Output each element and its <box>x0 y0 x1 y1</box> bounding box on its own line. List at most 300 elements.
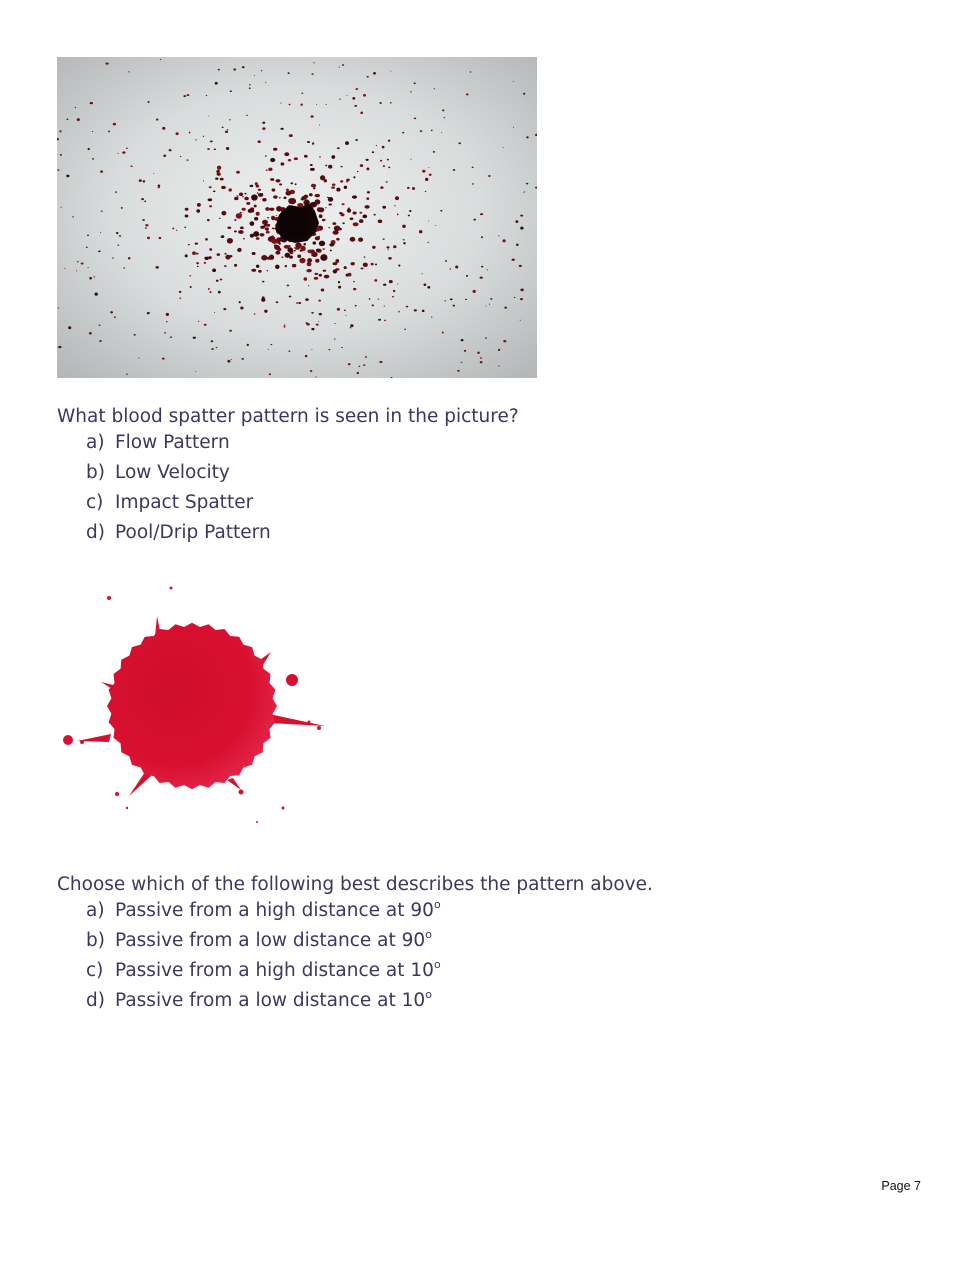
spatter-droplet <box>309 193 313 196</box>
spatter-droplet <box>215 82 218 85</box>
spatter-droplet <box>319 274 322 277</box>
spatter-droplet <box>298 302 301 304</box>
spatter-droplet <box>305 298 308 301</box>
option-letter: a) <box>86 432 105 453</box>
spatter-droplet <box>244 193 246 195</box>
spatter-droplet <box>253 231 259 237</box>
spatter-droplet <box>184 226 186 228</box>
spatter-droplet <box>379 102 381 104</box>
spatter-droplet <box>306 323 309 325</box>
spatter-droplet <box>355 88 358 90</box>
spatter-droplet <box>204 324 207 326</box>
spatter-droplet <box>307 258 312 262</box>
spatter-droplet <box>295 183 297 185</box>
spatter-droplet <box>332 262 337 265</box>
spatter-droplet <box>296 302 298 304</box>
spatter-droplet <box>358 237 363 241</box>
spatter-droplet <box>153 173 154 174</box>
spatter-droplet <box>183 95 186 97</box>
spatter-droplet <box>209 248 212 251</box>
spatter-droplet <box>289 296 292 298</box>
spatter-droplet <box>269 208 274 211</box>
spatter-droplet <box>428 221 429 222</box>
spatter-droplet <box>297 255 301 258</box>
spatter-droplet <box>176 132 179 135</box>
spatter-droplet <box>273 148 277 151</box>
option-text: Pool/Drip Pattern <box>115 522 271 543</box>
spatter-droplet <box>255 182 258 185</box>
spatter-droplet <box>195 243 198 245</box>
spatter-droplet <box>332 184 336 186</box>
spatter-droplet <box>461 339 464 341</box>
spatter-droplet <box>350 217 354 220</box>
spatter-droplet <box>315 194 320 198</box>
spatter-droplet <box>115 191 117 192</box>
spatter-droplet <box>433 151 435 153</box>
spatter-droplet <box>204 262 206 264</box>
page-number: Page 7 <box>881 1179 921 1193</box>
spatter-droplet <box>300 246 306 252</box>
spatter-droplet <box>223 308 226 310</box>
spatter-droplet <box>427 286 430 289</box>
spatter-droplet <box>190 286 192 288</box>
spatter-droplet <box>524 191 525 192</box>
spatter-droplet <box>203 136 204 137</box>
spatter-droplet <box>92 158 94 160</box>
spatter-droplet <box>195 371 196 372</box>
spatter-droplet <box>117 153 118 154</box>
spatter-droplet <box>308 285 309 286</box>
spatter-droplet <box>267 270 268 271</box>
spatter-droplet <box>322 248 325 250</box>
spatter-droplet <box>366 197 369 200</box>
spatter-droplet <box>375 263 377 265</box>
spatter-droplet <box>481 236 483 238</box>
spatter-droplet <box>89 332 92 334</box>
spatter-droplet <box>257 192 259 193</box>
spatter-droplet <box>189 132 191 134</box>
spatter-droplet <box>422 310 425 313</box>
spatter-droplet <box>249 87 251 89</box>
spatter-droplet <box>60 154 62 156</box>
spatter-droplet <box>311 349 312 350</box>
spatter-droplet <box>361 267 364 269</box>
spatter-droplet <box>162 127 165 130</box>
spatter-droplet <box>344 186 348 189</box>
spatter-droplet <box>353 211 357 214</box>
spatter-droplet <box>295 247 298 250</box>
spatter-droplet <box>234 197 239 200</box>
spatter-droplet <box>489 304 490 305</box>
spatter-droplet <box>95 292 98 295</box>
spatter-droplet <box>229 119 230 120</box>
spatter-droplet <box>359 219 363 223</box>
spatter-droplet <box>234 219 236 221</box>
spatter-droplet <box>312 142 314 144</box>
spatter-droplet <box>288 198 296 204</box>
spatter-droplet <box>485 337 487 338</box>
spatter-droplet <box>339 98 340 99</box>
spatter-droplet <box>313 187 315 189</box>
spatter-droplet <box>472 183 474 184</box>
spatter-droplet <box>355 305 357 307</box>
spatter-droplet <box>372 151 374 153</box>
spatter-droplet <box>320 254 327 261</box>
spatter-droplet <box>485 306 486 307</box>
spatter-droplet <box>311 73 313 75</box>
spatter-droplet <box>503 340 506 342</box>
option-text <box>115 990 432 1012</box>
spatter-droplet <box>209 186 212 188</box>
spatter-droplet <box>513 127 514 128</box>
spatter-droplet <box>76 270 77 271</box>
spatter-droplet <box>466 275 468 277</box>
spatter-droplet <box>404 329 406 330</box>
spatter-droplet <box>225 255 230 260</box>
spatter-droplet <box>246 115 247 116</box>
spatter-droplet <box>379 361 382 363</box>
spatter-droplet <box>453 305 455 307</box>
spatter-droplet <box>283 196 286 199</box>
spatter-droplet <box>314 199 320 204</box>
spatter-droplet <box>393 290 395 292</box>
spatter-droplet <box>196 262 199 264</box>
option-text-main: Passive from a low distance at 10 <box>115 990 426 1011</box>
spatter-droplet <box>310 168 315 171</box>
spatter-droplet <box>259 233 264 236</box>
spatter-droplet <box>289 134 293 137</box>
option-q2-d <box>86 990 441 1020</box>
spatter-droplet <box>514 297 516 298</box>
spatter-droplet <box>100 232 101 233</box>
spatter-droplet <box>117 244 119 245</box>
spatter-droplet <box>59 130 61 132</box>
spatter-droplet <box>390 71 391 72</box>
spatter-droplet <box>289 104 291 105</box>
spatter-droplet <box>185 215 189 218</box>
spatter-droplet <box>218 69 220 71</box>
spatter-droplet <box>410 91 411 92</box>
spatter-droplet <box>126 373 128 374</box>
spatter-droplet <box>526 183 528 185</box>
spatter-droplet <box>442 109 444 111</box>
spatter-droplet <box>276 215 277 216</box>
spatter-droplet <box>160 59 161 60</box>
spatter-droplet <box>337 308 340 311</box>
spatter-droplet <box>64 268 65 269</box>
spatter-droplet <box>334 339 336 340</box>
spatter-droplet <box>301 104 303 106</box>
spatter-droplet <box>189 275 191 277</box>
spatter-droplet <box>206 95 208 96</box>
spatter-droplet <box>421 273 422 274</box>
spatter-droplet <box>197 203 201 207</box>
spatter-droplet <box>362 215 367 219</box>
spatter-droplet <box>239 193 243 197</box>
spatter-droplet <box>394 205 396 206</box>
spatter-droplet <box>318 321 319 322</box>
spatter-droplet <box>311 312 314 314</box>
spatter-droplet <box>262 198 267 202</box>
spatter-droplet <box>319 313 322 315</box>
spatter-droplet <box>434 88 435 89</box>
spatter-droplet <box>229 330 232 332</box>
spatter-droplet <box>480 361 483 363</box>
spatter-droplet <box>520 227 523 230</box>
spatter-droplet <box>236 171 240 174</box>
spatter-droplet <box>256 237 260 240</box>
spatter-droplet <box>339 67 340 68</box>
degree-superscript: o <box>433 958 441 971</box>
option-q1-a <box>86 432 271 462</box>
spatter-droplet <box>442 332 444 334</box>
spatter-droplet <box>128 71 129 72</box>
option-q2-b <box>86 930 441 960</box>
spatter-droplet <box>345 315 346 316</box>
spatter-droplet <box>373 214 375 216</box>
spatter-droplet <box>258 193 263 197</box>
spatter-droplet <box>383 238 385 239</box>
spatter-droplet <box>143 180 146 182</box>
spatter-droplet <box>332 222 336 225</box>
spatter-droplet <box>348 363 351 365</box>
spatter-droplet <box>513 81 514 82</box>
spatter-droplet <box>226 147 229 150</box>
spatter-droplet <box>217 173 221 176</box>
option-q1-b <box>86 462 271 492</box>
spatter-droplet <box>329 243 334 246</box>
spatter-droplet <box>425 178 428 181</box>
spatter-droplet <box>159 237 162 239</box>
spatter-droplet <box>422 170 425 173</box>
spatter-droplet <box>278 242 280 244</box>
spatter-droplet <box>334 226 341 232</box>
spatter-droplet <box>397 214 399 216</box>
spatter-droplet <box>498 365 499 366</box>
spatter-droplet <box>284 326 286 328</box>
spatter-droplet <box>307 141 310 143</box>
spatter-droplet <box>342 203 345 205</box>
spatter-droplet <box>147 312 150 314</box>
spatter-droplet <box>384 320 386 322</box>
spatter-droplet <box>197 266 199 267</box>
spatter-droplet <box>252 252 256 255</box>
spatter-droplet <box>339 212 342 214</box>
spatter-droplet <box>402 132 404 134</box>
spatter-droplet <box>409 210 411 212</box>
spatter-droplet <box>376 145 377 146</box>
spatter-droplet <box>403 239 405 240</box>
spatter-droplet <box>163 155 166 157</box>
spatter-droplet <box>147 101 149 103</box>
spatter-droplet <box>429 174 432 176</box>
spatter-droplet <box>402 225 406 228</box>
spatter-droplet <box>58 307 59 308</box>
spatter-droplet <box>237 248 241 252</box>
spatter-droplet <box>209 205 212 207</box>
spatter-droplet <box>225 131 228 133</box>
spatter-droplet <box>243 238 245 240</box>
spatter-droplet <box>287 284 290 286</box>
spatter-droplet <box>236 213 242 219</box>
degree-superscript: o <box>433 898 441 911</box>
spatter-droplet <box>292 264 297 267</box>
spatter-droplet <box>281 162 285 165</box>
spatter-droplet <box>128 257 131 259</box>
spatter-droplet <box>122 151 125 153</box>
spatter-droplet <box>353 222 359 226</box>
spatter-droplet <box>285 191 291 196</box>
spatter-droplet <box>261 298 265 302</box>
spatter-droplet <box>193 337 196 339</box>
spatter-droplet <box>450 268 451 269</box>
spatter-droplet <box>312 252 318 257</box>
spatter-droplet <box>270 158 275 162</box>
spatter-droplet <box>266 224 270 227</box>
spatter-droplet <box>251 209 255 213</box>
passive-drop-photo <box>57 576 327 846</box>
spatter-droplet <box>310 370 313 372</box>
spatter-droplet <box>293 250 295 251</box>
impact-spatter-image <box>57 57 537 378</box>
spatter-droplet <box>481 266 483 268</box>
spatter-droplet <box>216 347 218 348</box>
spatter-droplet <box>328 197 333 202</box>
spatter-droplet <box>210 141 213 143</box>
spatter-droplet <box>141 198 144 200</box>
spatter-droplet <box>116 232 118 234</box>
spatter-droplet <box>258 189 261 191</box>
spatter-droplet <box>265 207 270 211</box>
spatter-droplet <box>251 269 256 272</box>
spatter-droplet <box>119 235 122 237</box>
spatter-droplet <box>247 344 249 346</box>
spatter-droplet <box>227 238 233 244</box>
spatter-droplet <box>520 320 521 321</box>
spatter-droplet <box>435 225 436 226</box>
option-q2-a <box>86 900 441 930</box>
spatter-droplet <box>170 336 172 338</box>
spatter-droplet <box>428 242 429 243</box>
spatter-droplet <box>316 324 318 326</box>
spatter-droplet <box>397 284 398 285</box>
spatter-droplet <box>265 82 266 83</box>
spatter-droplet <box>325 104 326 105</box>
spatter-droplet <box>388 167 390 169</box>
spatter-droplet <box>315 236 320 240</box>
spatter-droplet <box>470 71 472 72</box>
spatter-droplet <box>256 265 259 268</box>
spatter-droplet <box>254 75 255 76</box>
option-text: Impact Spatter <box>115 492 254 513</box>
spatter-droplet <box>355 139 358 141</box>
spatter-droplet <box>145 227 147 228</box>
spatter-droplet <box>314 277 319 280</box>
spatter-droplet <box>270 178 274 181</box>
spatter-droplet <box>455 265 458 268</box>
spatter-droplet <box>142 219 145 221</box>
spatter-droplet <box>214 312 215 313</box>
spatter-droplet <box>498 235 499 236</box>
spatter-droplet <box>288 159 291 161</box>
spatter-droplet <box>288 351 290 352</box>
spatter-droplet <box>205 238 208 240</box>
spatter-droplet <box>303 243 306 246</box>
spatter-droplet <box>350 237 356 242</box>
spatter-droplet <box>380 186 383 188</box>
spatter-droplet <box>214 148 217 150</box>
spatter-droplet <box>388 140 391 142</box>
spatter-droplet <box>60 207 61 208</box>
option-letter: c) <box>86 492 104 513</box>
spatter-droplet <box>105 63 108 65</box>
spatter-droplet <box>229 188 232 191</box>
spatter-droplet <box>207 219 210 221</box>
spatter-droplet <box>208 288 210 290</box>
spatter-droplet <box>419 230 422 233</box>
spatter-droplet <box>215 178 218 180</box>
spatter-droplet <box>369 298 371 300</box>
spatter-droplet <box>363 94 366 97</box>
spatter-droplet <box>242 208 246 211</box>
spatter-droplet <box>222 127 224 128</box>
spatter-droplet <box>367 76 369 78</box>
spatter-droplet <box>299 258 305 263</box>
spatter-droplet <box>224 253 226 255</box>
spatter-droplet <box>520 289 523 292</box>
spatter-droplet <box>345 141 349 145</box>
spatter-droplet <box>218 291 221 294</box>
spatter-droplet <box>221 211 226 216</box>
spatter-droplet <box>445 260 447 262</box>
spatter-droplet <box>271 236 274 238</box>
spatter-droplet <box>352 195 357 198</box>
spatter-droplet <box>374 279 377 282</box>
spatter-droplet <box>389 280 393 283</box>
spatter-droplet <box>271 218 274 221</box>
option-text-main: Passive from a high distance at 10 <box>115 960 434 981</box>
spatter-droplet <box>466 93 468 95</box>
spatter-droplet <box>212 268 216 272</box>
spatter-droplet <box>357 372 359 374</box>
spatter-droplet <box>269 373 271 375</box>
spatter-droplet <box>244 197 249 201</box>
spatter-droplet <box>217 253 220 256</box>
spatter-droplet <box>276 179 281 182</box>
spatter-droplet <box>234 264 237 267</box>
spatter-droplet <box>281 257 283 258</box>
spatter-droplet <box>246 202 250 205</box>
spatter-droplet <box>275 251 280 255</box>
option-letter: a) <box>86 900 105 921</box>
spatter-droplet <box>266 229 269 231</box>
spatter-droplet <box>261 70 263 71</box>
spatter-droplet <box>450 298 453 300</box>
question-2: Choose which of the following best describes the pattern above. <box>57 874 653 895</box>
spatter-droplet <box>99 325 101 326</box>
spatter-droplet <box>316 104 317 105</box>
spatter-droplet <box>98 250 101 252</box>
spatter-droplet <box>523 192 524 193</box>
spatter-droplet <box>147 237 150 240</box>
spatter-droplet <box>353 176 355 178</box>
spatter-droplet <box>77 118 80 121</box>
spatter-droplet <box>263 226 265 228</box>
spatter-droplet <box>92 131 93 132</box>
spatter-droplet <box>365 356 367 358</box>
spatter-droplet <box>227 129 228 130</box>
spatter-droplet <box>366 159 369 161</box>
